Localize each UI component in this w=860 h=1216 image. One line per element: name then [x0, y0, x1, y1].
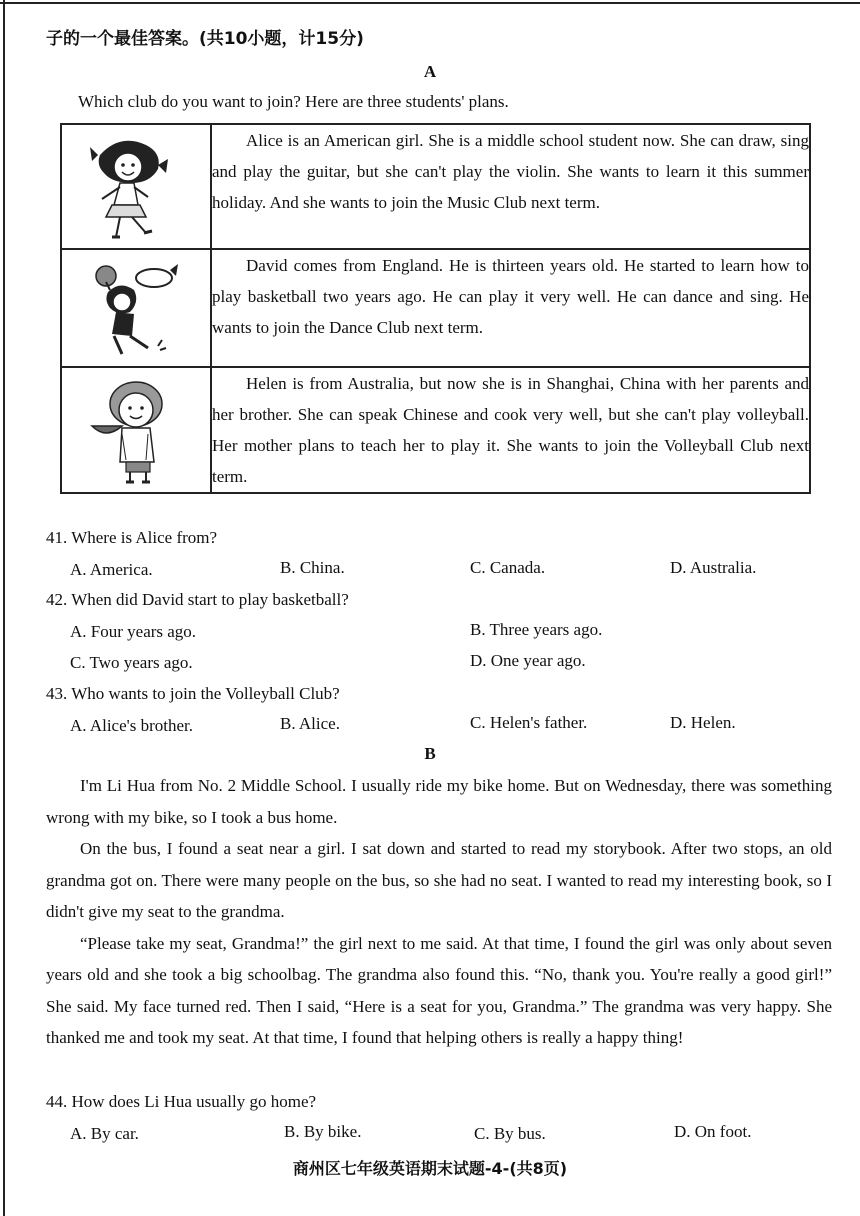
- plan-row-david: [61, 249, 810, 367]
- option-43-c: C. Helen's father.: [470, 713, 588, 732]
- section-a-intro: Which club do you want to join? Here are three students' plans.: [78, 92, 509, 111]
- option-41-a: A. America.: [70, 560, 153, 579]
- option-44-c: C. By bus.: [474, 1124, 546, 1143]
- question-44: 44. How does Li Hua usually go home?: [46, 1092, 317, 1111]
- question-41: 41. Where is Alice from?: [46, 528, 218, 547]
- plan-text-david: David comes from England. He is thirteen years old. He started to learn how to play basketball two years ago. He can play it very well. He can dance and sing. He wants to join the Dance Club next term.: [211, 249, 810, 367]
- page-border-left: [3, 0, 5, 1216]
- plans-table: [60, 123, 811, 494]
- helen-illustration: [61, 367, 211, 493]
- page-border-top: [0, 2, 860, 4]
- option-44-d: D. On foot.: [674, 1122, 752, 1141]
- option-41-c: C. Canada.: [470, 558, 546, 577]
- plan-text-helen: Helen is from Australia, but now she is in Shanghai, China with her parents and her brother. She can speak Chinese and cook very well, but she can't play volleyball. Her mother plans to teach her to play it. She wants to join the Volleyball Club next term.: [211, 367, 810, 493]
- option-43-d: D. Helen.: [670, 713, 736, 732]
- instructions-text: 子的一个最佳答案。(共10小题，计15分): [46, 29, 364, 49]
- option-42-b: B. Three years ago.: [470, 620, 603, 639]
- option-44-a: A. By car.: [70, 1124, 139, 1143]
- option-41-d: D. Australia.: [670, 558, 757, 577]
- passage-paragraph: I'm Li Hua from No. 2 Middle School. I usually ride my bike home. But on Wednesday, there was something wrong with my bike, so I took a bus home.: [46, 776, 832, 827]
- alice-illustration: [61, 124, 211, 249]
- section-b-title: B: [424, 744, 436, 763]
- passage-b: [46, 770, 832, 1054]
- page-footer: 商州区七年级英语期末试题-4-(共8页): [292, 1159, 568, 1178]
- david-illustration: [61, 249, 211, 367]
- question-43: 43. Who wants to join the Volleyball Club?: [46, 684, 340, 703]
- option-42-c: C. Two years ago.: [70, 653, 193, 672]
- option-42-a: A. Four years ago.: [70, 622, 197, 641]
- passage-paragraph: On the bus, I found a seat near a girl. I sat down and started to read my storybook. After two stops, an old grandma got on. There were many people on the bus, so she had no seat. I wanted to read my interesting book, so I didn't give my seat to the grandma.: [46, 839, 832, 921]
- plan-text-alice: Alice is an American girl. She is a middle school student now. She can draw, sing and play the guitar, but she can't play the violin. She wants to learn it this summer holiday. And she wants to join the Music Club next term.: [211, 124, 810, 249]
- question-42: 42. When did David start to play basketball?: [46, 590, 349, 609]
- passage-paragraph: “Please take my seat, Grandma!” the girl next to me said. At that time, I found the girl was only about seven years old and she took a big schoolbag. The grandma also found this. “No, thank you. You're really a good girl!” She said. My face turned red. Then I said, “Here is a seat for you, Grandma.” The grandma was very happy. She thanked me and took my seat. At that time, I found that helping others is really a happy thing!: [46, 933, 832, 1047]
- option-43-a: A. Alice's brother.: [70, 716, 193, 735]
- option-42-d: D. One year ago.: [470, 651, 586, 670]
- option-41-b: B. China.: [280, 558, 345, 577]
- option-43-b: B. Alice.: [280, 714, 340, 733]
- section-a-title: A: [423, 62, 437, 81]
- plan-row-alice: [61, 124, 810, 249]
- option-44-b: B. By bike.: [284, 1122, 362, 1141]
- plan-row-helen: [61, 367, 810, 493]
